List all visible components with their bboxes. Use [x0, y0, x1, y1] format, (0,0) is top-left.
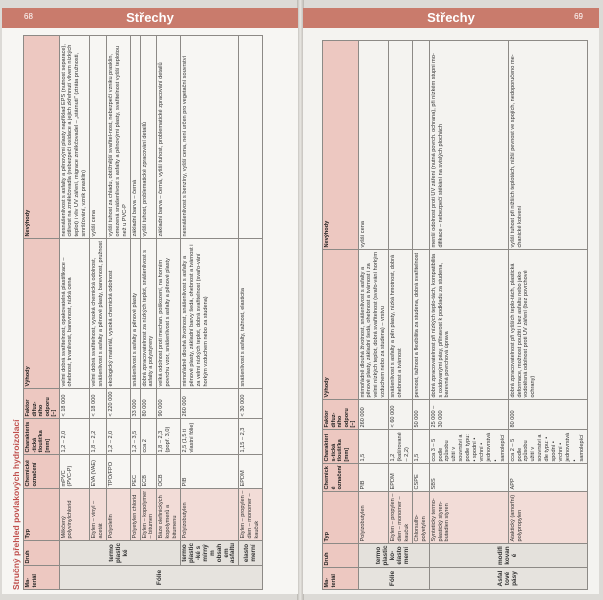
advantages-cell: pevnost, tažnost a flexibilita za studena, dobrá svařitelnost [412, 250, 429, 400]
type-cell: Etylen – vinyl – acetát [90, 489, 107, 541]
thickness-cell: cca 2 [140, 419, 157, 455]
disadvantages-cell: nesnášenlivost s benzíny, vyšší cena, není určen pro vegetační souvrství [181, 36, 239, 239]
chem-cell: PIB [358, 464, 389, 492]
group-cell: modifikované [429, 544, 587, 568]
diffusion-cell: 260 000 [181, 389, 239, 419]
diffusion-cell: 80 000 [508, 400, 587, 430]
group-cell: termoplastic-ké s mírným obsahem asfaltu [181, 541, 239, 566]
table-row [130, 36, 140, 590]
thickness-cell: 1,5 [358, 430, 389, 464]
disadvantages-cell: vyšší tuhost za chladu, obtížnější svařitel-nost, nebezpečí vzniku prasklin, omezená snášenlivost s asfalty a pěnovými plasty, svařitelnost vyšší teplotou než u PVC-P [106, 36, 130, 239]
diffusion-cell: < 30 000 [239, 389, 263, 419]
thickness-cell: 1,5 [412, 430, 429, 464]
header-cell: Faktor difuz-ního odporu [–] [323, 400, 359, 430]
header-cell: Ma-teriál [323, 568, 359, 590]
advantages-cell: snášenlivost s asfalty a pěn plasty, nízká hmotnost, dobrá ohebnost a tvárnost [389, 250, 413, 400]
type-cell: Ataktický (amorfní) polypropylen [508, 492, 587, 544]
thickness-cell: 1,2 (kašírované – 2,2) [389, 430, 413, 464]
table-row [157, 36, 181, 590]
advantages-cell: snášenlivost s asfalty a pěnové plasty [130, 239, 140, 389]
advantages-cell: velmi dobrá svařitelnost, vysoká chemická odolnost, snášenlivost s asfalty a pěnové plasty, barevnost, pružnost [90, 239, 107, 389]
advantages-cell: snášenlivost s asfalty, tažnost, elasticita [239, 239, 263, 389]
left-page-title: Střechy [126, 10, 174, 25]
advantages-cell: dobrá zpracovatelnost při vyšších teplo-tách, plastická deformace, možnost použití i bez asfaltu nebo jako vodotěsná odolnost proti UV záření (bez povrchové ochrany) [508, 250, 587, 400]
header-cell: Ma-teriál [24, 566, 60, 590]
group-cell: termoplastické [59, 541, 181, 566]
chem-cell: SBS [429, 464, 508, 492]
thickness-cell: cca 3 – 5 podle způsobu užití v souvrství a podle typu: • spodní • vrchní • jednovrstvá • samolepící [429, 430, 508, 464]
header-cell: Druh [24, 541, 60, 566]
header-cell: Výhody [323, 250, 359, 400]
type-cell: Etylen – kopolymer – bitumen [140, 489, 157, 541]
disadvantages-cell: vyšší tuhost, problematické zpracování detailů [140, 36, 157, 239]
header-cell: Nevýhody [24, 36, 60, 239]
thickness-cell: cca 2 – 5 podle způsobu užití v souvrství a dle typu: • spodní • vrchní • jednovrstvá • samolepící [508, 430, 587, 464]
disadvantages-cell: vyšší tuhost při nižších teplotách, nižší pevnost ve spojích, nedoporučeno me-chanické kotvení [508, 41, 587, 250]
type-cell: Polyizobutylen [358, 492, 389, 544]
left-page-banner [2, 8, 298, 28]
thickness-cell: 1,2 – 2,0 [59, 419, 90, 455]
table-row [239, 36, 263, 590]
table-row [412, 41, 429, 590]
header-cell: Charakteris-tická tloušťka [mm] [24, 419, 60, 455]
type-cell: Synteticky termo-plastický styren-butadien styren [429, 492, 508, 544]
diffusion-cell: < 18 000 [90, 389, 107, 419]
diffusion-cell: 80 000 [140, 389, 157, 419]
advantages-cell: ekologický materiál, vysoká chemická odolnost [106, 239, 130, 389]
header-cell: Chemické označení [24, 455, 60, 489]
disadvantages-cell: vyšší cena [90, 36, 107, 239]
header-cell: Druh [323, 544, 359, 568]
right-page-number: 69 [574, 12, 583, 21]
right-rotated-content [309, 40, 588, 590]
chem-cell: mPVC (PVC-P) [59, 455, 90, 489]
table-row [59, 36, 90, 590]
table-header-row [323, 41, 359, 590]
disadvantages-cell [239, 36, 263, 239]
thickness-cell: 1,15 – 2,3 [239, 419, 263, 455]
advantages-cell: dobrá zpracovatelnost za nízkých teplot, snášenlivost s asfalty a polystyreny [140, 239, 157, 389]
disadvantages-cell [389, 41, 413, 250]
table-row [358, 41, 389, 590]
diffusion-cell: < 60 000 [389, 400, 413, 430]
header-cell: Chemické označení [323, 464, 359, 492]
table-row [90, 36, 107, 590]
right-table [322, 40, 588, 590]
type-cell: Etylen – propylen – dien – monomer – kaučuk [239, 489, 263, 541]
disadvantages-cell: základní barva – černá, vyšší tuhost, problematické zpracování detailů [157, 36, 181, 239]
disadvantages-cell: menší odolnost proti UV záření (nutná povrch. ochrana), při nízkém stupni mo-difikace – nebezpečí stékání na svislých plochách [429, 41, 508, 250]
advantages-cell: velmi dobrá svařitelnost, opakovatelná plastifikace – ohebnost, trvanlivost, barevnost, nízká cena [59, 239, 90, 389]
thickness-cell: 1,8 – 2,3 (popř. 3,0) [157, 419, 181, 455]
table-row [106, 36, 130, 590]
material-cell: Asfaltové pásy [429, 568, 587, 590]
disadvantages-cell: základní barva – černá [130, 36, 140, 239]
thickness-cell: 2,5 (1,5 ti vlastní fólie) [181, 419, 239, 455]
left-rotated-content [10, 35, 263, 590]
right-page-banner [303, 8, 599, 28]
advantages-cell: dobrá zpracovatelnost při nízkých teplo-tách, kompatibilita s oxidovanými pásy, přilnavost k podkladu za studena, barevná povrchová úprava [429, 250, 508, 400]
diffusion-cell: 33 000 [130, 389, 140, 419]
material-cell: Fólie [358, 568, 429, 590]
type-cell: Chlorsulfo-polyetylen [412, 492, 429, 544]
type-cell: Polyolefin [106, 489, 130, 541]
thickness-cell: 1,2 – 3,5 [130, 419, 140, 455]
header-cell: Výhody [24, 239, 60, 389]
diffusion-cell: 25 000 – 30 000 [429, 400, 508, 430]
group-cell: termoplasticko-elastomerní [358, 544, 429, 568]
chem-cell: PIB [181, 455, 239, 489]
disadvantages-cell: vyšší cena [358, 41, 389, 250]
header-cell: Faktor difuz-ního odporu [–] [24, 389, 60, 419]
header-cell: Nevýhody [323, 41, 359, 250]
diffusion-cell: 90 000 [157, 389, 181, 419]
disadvantages-cell: nesnášenlivost s asfalty a pěnovými plasty například EPS (nutnost separace), citlivost na změkčovadla (nebezpečí oxidace a jejich zkřehnutí vlivem nízkých teplot) i vliv UV záření, migrace změkčovadel – „stárnutí" (ztráta pružnosti, smršťování, vznik prasklin) [59, 36, 90, 239]
advantages-cell: mimořádně dlouhá životnost, snášenlivost s asfalty a pěnové plasty, základní šedá, ohebnost a tvárnost i za velmi nízkých teplot, dobrá svařitelnost (svařo-vání horkým vzduchem nebo za studena) – vrstvu [358, 250, 389, 400]
type-cell: Báze olefinických kopolymerů a bitumenu [157, 489, 181, 541]
type-cell: Polyetylen chlorid [130, 489, 140, 541]
table-row [429, 41, 508, 590]
chem-cell: TPO/FPO [106, 455, 130, 489]
chem-cell: APP [508, 464, 587, 492]
diffusion-cell: 50 000 [412, 400, 429, 430]
table-row [508, 41, 587, 590]
chem-cell: ECB [140, 455, 157, 489]
diffusion-cell: 260 000 [358, 400, 389, 430]
header-cell: Typ [323, 492, 359, 544]
table-heading: Stručný přehled povlakových hydroizolací [11, 419, 21, 590]
thickness-cell: 1,2 – 2,0 [106, 419, 130, 455]
chem-cell: EVA (VAE) [90, 455, 107, 489]
left-table [23, 35, 263, 590]
table-row [140, 36, 157, 590]
left-page [2, 8, 298, 594]
group-cell: elastomerní [239, 541, 263, 566]
table-row [181, 36, 239, 590]
type-cell: Měkčený polyvinylchlorid [59, 489, 90, 541]
advantages-cell: velká odolnost proti mechan. poškození, na horním povrchu vzor, snášenlivost s asfalty a pěnové plasty [157, 239, 181, 389]
header-cell: Charakteris-tická tloušťka [mm] [323, 430, 359, 464]
chem-cell: CSPE [412, 464, 429, 492]
type-cell: Etylen – propylen – dien – monomer – kaučuk [389, 492, 413, 544]
thickness-cell: 1,8 – 2,2 [90, 419, 107, 455]
right-page [303, 8, 599, 594]
header-cell: Typ [24, 489, 60, 541]
disadvantages-cell [412, 41, 429, 250]
chem-cell: EPDM [239, 455, 263, 489]
diffusion-cell: < 220 000 [106, 389, 130, 419]
right-page-title: Střechy [427, 10, 475, 25]
chem-cell: PEC [130, 455, 140, 489]
diffusion-cell: < 18 000 [59, 389, 90, 419]
chem-cell: EPDM [389, 464, 413, 492]
chem-cell: OCB [157, 455, 181, 489]
table-header-row [24, 36, 60, 590]
left-page-number: 68 [24, 12, 33, 21]
advantages-cell: mimořádně dlouhá životnost, snášenlivost s asfalty a pěnové plasty, základní barvy šedá, ohebnost a tvárnost i za velmi nízkých teplot, dobrá svařitelnost (svařo-vání horkým vzduchem nebo za studena) [181, 239, 239, 389]
table-row [389, 41, 413, 590]
type-cell: Polyizobutylen [181, 489, 239, 541]
material-cell: Fólie [59, 566, 263, 590]
